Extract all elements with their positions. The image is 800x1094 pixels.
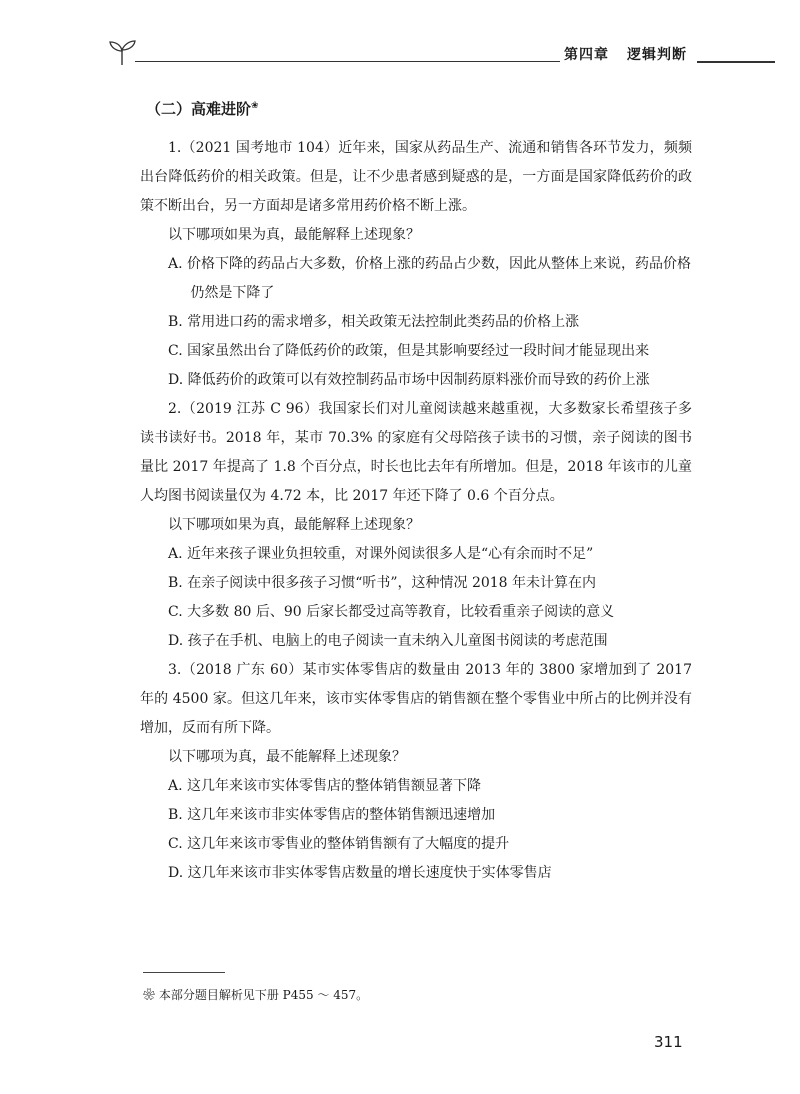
question-stem: 2.（2019 江苏 C 96）我国家长们对儿童阅读越来越重视，大多数家长希望孩子多读书读好书。2018 年，某市 70.3% 的家庭有父母陪孩子读书的习惯，亲子阅读的图书量比 2017 年提高了 1.8 个百分点，时长也比去年有所增加。但是，2018 年该市的儿童人均图书阅读量仅为 4.72 本，比 2017 年还下降了 0.6 个百分点。 [140,401,692,504]
option-b: B. 这几年来该市非实体零售店的整体销售额迅速增加 [168,807,496,823]
question-ask: 以下哪项如果为真，最能解释上述现象？ [168,227,420,243]
header-rule-left [135,61,560,62]
option-b: B. 常用进口药的需求增多，相关政策无法控制此类药品的价格上涨 [168,314,580,330]
chapter-title: 逻辑判断 [627,47,687,63]
page-header [0,30,800,70]
option-c: C. 这几年来该市零售业的整体销售额有了大幅度的提升 [168,836,510,852]
question-stem: 3.（2018 广东 60）某市实体零售店的数量由 2013 年的 3800 家增加到了 2017 年的 4500 家。但这几年来，该市实体零售店的销售额在整个零售业中所占的比例并没有增加，反而有所下降。 [140,662,692,736]
question-stem: 1.（2021 国考地市 104）近年来，国家从药品生产、流通和销售各环节发力，频频出台降低药价的相关政策。但是，让不少患者感到疑惑的是，一方面是国家降低药价的政策不断出台，另一方面却是诸多常用药价格不断上涨。 [140,140,692,214]
chapter-number: 第四章 [564,47,609,63]
option-c: C. 大多数 80 后、90 后家长都受过高等教育，比较看重亲子阅读的意义 [168,604,615,620]
question-2 [140,395,692,656]
option-a: A. 近年来孩子课业负担较重，对课外阅读很多人是“心有余而时不足” [168,546,594,562]
footnote-rule [143,972,225,973]
flower-icon: ❀ [251,101,259,111]
option-c: C. 国家虽然出台了降低药价的政策，但是其影响要经过一段时间才能显现出来 [168,343,650,359]
question-ask: 以下哪项如果为真，最能解释上述现象？ [168,517,420,533]
question-3 [140,656,692,888]
section-title-text: （二）高难进阶 [146,100,252,118]
option-b: B. 在亲子阅读中很多孩子习惯“听书”，这种情况 2018 年未计算在内 [168,575,597,591]
question-ask: 以下哪项为真，最不能解释上述现象？ [168,749,406,765]
page-number: 311 [654,1033,683,1051]
question-1 [140,134,692,395]
section-title [146,92,692,124]
footnote: ❀ 本部分题目解析见下册 P455 ～ 457。 [143,988,369,1002]
option-d: D. 降低药价的政策可以有效控制药品市场中因制药原料涨价而导致的药价上涨 [168,372,650,388]
sprout-icon [108,38,136,66]
header-rule-right [697,61,775,63]
page-body [140,92,692,888]
option-d: D. 孩子在手机、电脑上的电子阅读一直未纳入儿童图书阅读的考虑范围 [168,633,608,649]
option-d: D. 这几年来该市非实体零售店数量的增长速度快于实体零售店 [168,865,552,881]
option-a: A. 这几年来该市实体零售店的整体销售额显著下降 [168,778,482,794]
running-head [564,44,687,64]
option-a: A. 价格下降的药品占大多数，价格上涨的药品占少数，因此从整体上来说，药品价格仍然是下降了 [168,256,692,301]
